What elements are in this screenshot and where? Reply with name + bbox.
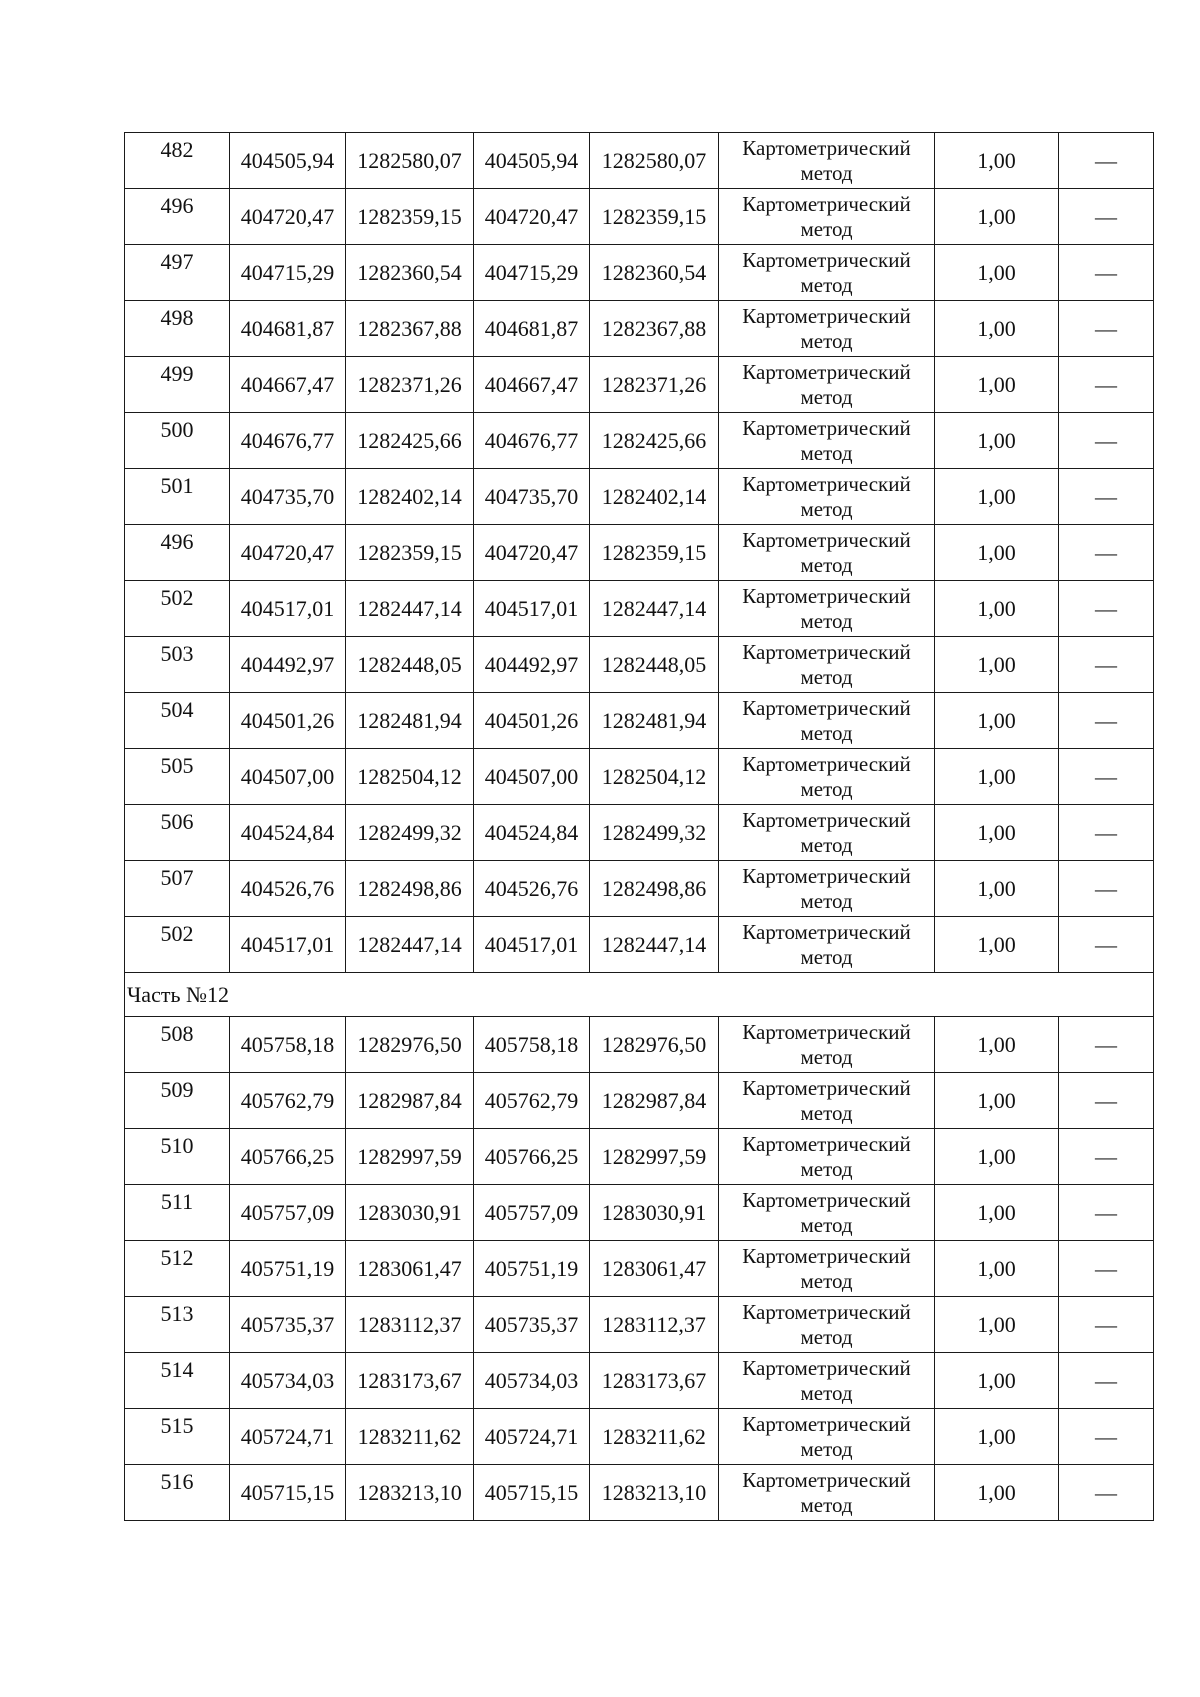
coord-y-new: 1283112,37: [590, 1297, 719, 1353]
point-number: 499: [125, 357, 230, 413]
part-label: Часть №12: [125, 973, 1154, 1017]
accuracy-value: 1,00: [935, 357, 1059, 413]
accuracy-value: 1,00: [935, 749, 1059, 805]
table-row: [125, 1353, 1154, 1409]
method-line-1: Картометрический: [742, 1411, 911, 1436]
table-row: [125, 1185, 1154, 1241]
accuracy-value: 1,00: [935, 413, 1059, 469]
coord-y-existing: 1282997,59: [346, 1129, 474, 1185]
table-row: [125, 525, 1154, 581]
coord-x-new: 404501,26: [474, 693, 590, 749]
coordinates-table: [124, 132, 1154, 1521]
method-line-2: метод: [800, 1268, 853, 1293]
accuracy-value: 1,00: [935, 133, 1059, 189]
accuracy-value: 1,00: [935, 693, 1059, 749]
dash-cell: —: [1059, 357, 1154, 413]
method-cell: [719, 693, 935, 749]
coord-x-new: 404681,87: [474, 301, 590, 357]
coord-x-new: 405715,15: [474, 1465, 590, 1521]
coord-x-existing: 405751,19: [230, 1241, 346, 1297]
coord-x-new: 404735,70: [474, 469, 590, 525]
dash-cell: —: [1059, 469, 1154, 525]
table-row: [125, 1297, 1154, 1353]
method-line-1: Картометрический: [742, 135, 911, 160]
coord-y-existing: 1282976,50: [346, 1017, 474, 1073]
method-line-1: Картометрический: [742, 191, 911, 216]
point-number: 510: [125, 1129, 230, 1185]
coord-y-new: 1282425,66: [590, 413, 719, 469]
method-cell: [719, 133, 935, 189]
coord-y-new: 1282580,07: [590, 133, 719, 189]
method-line-1: Картометрический: [742, 1355, 911, 1380]
table-row: [125, 357, 1154, 413]
table-row: [125, 749, 1154, 805]
coord-y-existing: 1282987,84: [346, 1073, 474, 1129]
coord-y-existing: 1283030,91: [346, 1185, 474, 1241]
coord-y-new: 1283061,47: [590, 1241, 719, 1297]
method-line-1: Картометрический: [742, 1187, 911, 1212]
method-line-1: Картометрический: [742, 751, 911, 776]
dash-cell: —: [1059, 189, 1154, 245]
dash-cell: —: [1059, 581, 1154, 637]
table-row: [125, 1129, 1154, 1185]
point-number: 516: [125, 1465, 230, 1521]
method-line-1: Картометрический: [742, 807, 911, 832]
method-cell: [719, 805, 935, 861]
method-line-1: Картометрический: [742, 695, 911, 720]
dash-cell: —: [1059, 301, 1154, 357]
method-line-1: Картометрический: [742, 583, 911, 608]
table-row: [125, 861, 1154, 917]
table-row: [125, 301, 1154, 357]
coord-x-existing: 404524,84: [230, 805, 346, 861]
method-line-2: метод: [800, 1380, 853, 1405]
accuracy-value: 1,00: [935, 469, 1059, 525]
coord-x-new: 404667,47: [474, 357, 590, 413]
coord-y-new: 1282359,15: [590, 525, 719, 581]
method-cell: [719, 1353, 935, 1409]
coord-x-new: 404676,77: [474, 413, 590, 469]
coord-y-existing: 1282498,86: [346, 861, 474, 917]
dash-cell: —: [1059, 1297, 1154, 1353]
method-cell: [719, 357, 935, 413]
method-line-1: Картометрический: [742, 863, 911, 888]
coord-y-existing: 1282447,14: [346, 581, 474, 637]
method-cell: [719, 1241, 935, 1297]
coord-x-new: 404524,84: [474, 805, 590, 861]
coord-y-new: 1282499,32: [590, 805, 719, 861]
method-line-1: Картометрический: [742, 527, 911, 552]
method-line-1: Картометрический: [742, 471, 911, 496]
method-line-2: метод: [800, 440, 853, 465]
dash-cell: —: [1059, 1353, 1154, 1409]
coord-x-new: 404517,01: [474, 917, 590, 973]
table-row: [125, 637, 1154, 693]
coord-x-new: 404517,01: [474, 581, 590, 637]
point-number: 507: [125, 861, 230, 917]
method-line-2: метод: [800, 888, 853, 913]
method-line-1: Картометрический: [742, 919, 911, 944]
coord-x-new: 405735,37: [474, 1297, 590, 1353]
accuracy-value: 1,00: [935, 861, 1059, 917]
accuracy-value: 1,00: [935, 1409, 1059, 1465]
dash-cell: —: [1059, 749, 1154, 805]
table-row: [125, 133, 1154, 189]
coord-y-existing: 1282425,66: [346, 413, 474, 469]
dash-cell: —: [1059, 693, 1154, 749]
coord-y-existing: 1282447,14: [346, 917, 474, 973]
coord-x-existing: 404505,94: [230, 133, 346, 189]
method-line-2: метод: [800, 832, 853, 857]
method-cell: [719, 1017, 935, 1073]
coord-y-new: 1282498,86: [590, 861, 719, 917]
coord-y-new: 1282360,54: [590, 245, 719, 301]
table-row: [125, 245, 1154, 301]
table-row: [125, 1073, 1154, 1129]
method-cell: [719, 301, 935, 357]
coord-x-existing: 405757,09: [230, 1185, 346, 1241]
coord-x-new: 404492,97: [474, 637, 590, 693]
method-line-1: Картометрический: [742, 1299, 911, 1324]
coord-y-existing: 1282580,07: [346, 133, 474, 189]
method-cell: [719, 1185, 935, 1241]
accuracy-value: 1,00: [935, 301, 1059, 357]
point-number: 482: [125, 133, 230, 189]
coord-x-new: 405762,79: [474, 1073, 590, 1129]
accuracy-value: 1,00: [935, 1297, 1059, 1353]
method-line-2: метод: [800, 1324, 853, 1349]
coord-x-new: 405766,25: [474, 1129, 590, 1185]
coord-x-existing: 405724,71: [230, 1409, 346, 1465]
coord-x-existing: 405758,18: [230, 1017, 346, 1073]
method-cell: [719, 637, 935, 693]
coord-y-new: 1282976,50: [590, 1017, 719, 1073]
table-row: [125, 1409, 1154, 1465]
method-line-1: Картометрический: [742, 1243, 911, 1268]
method-cell: [719, 581, 935, 637]
dash-cell: —: [1059, 917, 1154, 973]
accuracy-value: 1,00: [935, 1241, 1059, 1297]
method-line-2: метод: [800, 384, 853, 409]
table-row: [125, 917, 1154, 973]
point-number: 513: [125, 1297, 230, 1353]
method-cell: [719, 1073, 935, 1129]
dash-cell: —: [1059, 637, 1154, 693]
coord-x-existing: 405715,15: [230, 1465, 346, 1521]
point-number: 514: [125, 1353, 230, 1409]
point-number: 504: [125, 693, 230, 749]
coord-x-new: 404720,47: [474, 525, 590, 581]
accuracy-value: 1,00: [935, 637, 1059, 693]
coord-x-new: 404720,47: [474, 189, 590, 245]
coord-x-new: 405751,19: [474, 1241, 590, 1297]
coord-x-new: 405724,71: [474, 1409, 590, 1465]
table-row: [125, 805, 1154, 861]
dash-cell: —: [1059, 1241, 1154, 1297]
dash-cell: —: [1059, 245, 1154, 301]
method-cell: [719, 469, 935, 525]
coord-x-existing: 404507,00: [230, 749, 346, 805]
coord-x-new: 405758,18: [474, 1017, 590, 1073]
coord-x-new: 404526,76: [474, 861, 590, 917]
coord-y-new: 1282402,14: [590, 469, 719, 525]
method-line-2: метод: [800, 776, 853, 801]
coord-x-new: 404505,94: [474, 133, 590, 189]
dash-cell: —: [1059, 1129, 1154, 1185]
method-line-2: метод: [800, 160, 853, 185]
coord-y-new: 1282504,12: [590, 749, 719, 805]
method-cell: [719, 861, 935, 917]
coord-y-existing: 1282371,26: [346, 357, 474, 413]
coord-y-existing: 1283061,47: [346, 1241, 474, 1297]
coord-y-existing: 1282367,88: [346, 301, 474, 357]
method-cell: [719, 413, 935, 469]
coord-y-new: 1283173,67: [590, 1353, 719, 1409]
coord-y-new: 1282359,15: [590, 189, 719, 245]
coord-x-existing: 404517,01: [230, 917, 346, 973]
coord-x-new: 404715,29: [474, 245, 590, 301]
coord-y-existing: 1282359,15: [346, 525, 474, 581]
coord-y-existing: 1283173,67: [346, 1353, 474, 1409]
coord-y-existing: 1282402,14: [346, 469, 474, 525]
accuracy-value: 1,00: [935, 1465, 1059, 1521]
method-line-1: Картометрический: [742, 247, 911, 272]
dash-cell: —: [1059, 805, 1154, 861]
dash-cell: —: [1059, 1409, 1154, 1465]
coord-y-new: 1282481,94: [590, 693, 719, 749]
part-header-section: [125, 973, 1154, 1017]
point-number: 511: [125, 1185, 230, 1241]
coord-y-new: 1282987,84: [590, 1073, 719, 1129]
method-line-1: Картометрический: [742, 1019, 911, 1044]
coord-x-existing: 404526,76: [230, 861, 346, 917]
accuracy-value: 1,00: [935, 1073, 1059, 1129]
method-line-1: Картометрический: [742, 1467, 911, 1492]
accuracy-value: 1,00: [935, 525, 1059, 581]
point-number: 515: [125, 1409, 230, 1465]
coord-y-new: 1283030,91: [590, 1185, 719, 1241]
table-row: [125, 581, 1154, 637]
point-number: 502: [125, 581, 230, 637]
coord-x-existing: 404676,77: [230, 413, 346, 469]
point-number: 496: [125, 189, 230, 245]
method-cell: [719, 525, 935, 581]
coord-y-new: 1282367,88: [590, 301, 719, 357]
coord-x-existing: 405766,25: [230, 1129, 346, 1185]
coord-y-existing: 1283211,62: [346, 1409, 474, 1465]
accuracy-value: 1,00: [935, 805, 1059, 861]
coord-y-existing: 1282499,32: [346, 805, 474, 861]
method-line-1: Картометрический: [742, 415, 911, 440]
method-line-1: Картометрический: [742, 639, 911, 664]
table-row: [125, 189, 1154, 245]
table-row: [125, 413, 1154, 469]
table-row: [125, 693, 1154, 749]
point-number: 498: [125, 301, 230, 357]
accuracy-value: 1,00: [935, 189, 1059, 245]
method-line-1: Картометрический: [742, 303, 911, 328]
dash-cell: —: [1059, 413, 1154, 469]
coord-x-new: 405734,03: [474, 1353, 590, 1409]
method-line-2: метод: [800, 944, 853, 969]
accuracy-value: 1,00: [935, 581, 1059, 637]
dash-cell: —: [1059, 1073, 1154, 1129]
coord-y-existing: 1282448,05: [346, 637, 474, 693]
coord-y-existing: 1282360,54: [346, 245, 474, 301]
coord-x-existing: 404720,47: [230, 189, 346, 245]
coord-x-existing: 404517,01: [230, 581, 346, 637]
coord-y-new: 1282447,14: [590, 917, 719, 973]
accuracy-value: 1,00: [935, 1185, 1059, 1241]
coord-y-new: 1282447,14: [590, 581, 719, 637]
dash-cell: —: [1059, 1017, 1154, 1073]
point-number: 496: [125, 525, 230, 581]
method-line-1: Картометрический: [742, 359, 911, 384]
dash-cell: —: [1059, 1185, 1154, 1241]
method-cell: [719, 189, 935, 245]
coord-y-new: 1282997,59: [590, 1129, 719, 1185]
coord-x-existing: 404735,70: [230, 469, 346, 525]
accuracy-value: 1,00: [935, 1129, 1059, 1185]
accuracy-value: 1,00: [935, 1353, 1059, 1409]
method-cell: [719, 1297, 935, 1353]
method-cell: [719, 1409, 935, 1465]
dash-cell: —: [1059, 1465, 1154, 1521]
method-line-2: метод: [800, 1044, 853, 1069]
coord-y-new: 1282371,26: [590, 357, 719, 413]
table-body-part-11: [125, 133, 1154, 973]
coord-x-existing: 405734,03: [230, 1353, 346, 1409]
point-number: 505: [125, 749, 230, 805]
point-number: 509: [125, 1073, 230, 1129]
coord-x-existing: 404492,97: [230, 637, 346, 693]
table-row: [125, 1241, 1154, 1297]
coord-x-new: 404507,00: [474, 749, 590, 805]
method-cell: [719, 917, 935, 973]
coord-x-existing: 404681,87: [230, 301, 346, 357]
point-number: 503: [125, 637, 230, 693]
point-number: 506: [125, 805, 230, 861]
coord-x-new: 405757,09: [474, 1185, 590, 1241]
method-line-2: метод: [800, 608, 853, 633]
method-cell: [719, 1465, 935, 1521]
point-number: 500: [125, 413, 230, 469]
part-header-row: [125, 973, 1154, 1017]
method-line-1: Картометрический: [742, 1075, 911, 1100]
dash-cell: —: [1059, 861, 1154, 917]
method-line-2: метод: [800, 1492, 853, 1517]
table-body-part-12: [125, 1017, 1154, 1521]
coord-x-existing: 405735,37: [230, 1297, 346, 1353]
coord-x-existing: 404501,26: [230, 693, 346, 749]
coord-x-existing: 404715,29: [230, 245, 346, 301]
point-number: 508: [125, 1017, 230, 1073]
coord-x-existing: 404667,47: [230, 357, 346, 413]
point-number: 501: [125, 469, 230, 525]
method-line-2: метод: [800, 272, 853, 297]
coord-y-existing: 1283213,10: [346, 1465, 474, 1521]
coord-y-new: 1282448,05: [590, 637, 719, 693]
method-line-2: метод: [800, 1156, 853, 1181]
point-number: 497: [125, 245, 230, 301]
dash-cell: —: [1059, 525, 1154, 581]
accuracy-value: 1,00: [935, 917, 1059, 973]
coord-y-existing: 1283112,37: [346, 1297, 474, 1353]
method-line-1: Картометрический: [742, 1131, 911, 1156]
method-cell: [719, 245, 935, 301]
method-line-2: метод: [800, 1212, 853, 1237]
point-number: 502: [125, 917, 230, 973]
table-row: [125, 469, 1154, 525]
point-number: 512: [125, 1241, 230, 1297]
coord-y-new: 1283213,10: [590, 1465, 719, 1521]
method-line-2: метод: [800, 552, 853, 577]
method-line-2: метод: [800, 720, 853, 745]
table-row: [125, 1465, 1154, 1521]
dash-cell: —: [1059, 133, 1154, 189]
method-cell: [719, 1129, 935, 1185]
method-line-2: метод: [800, 1100, 853, 1125]
method-cell: [719, 749, 935, 805]
method-line-2: метод: [800, 216, 853, 241]
accuracy-value: 1,00: [935, 245, 1059, 301]
table-row: [125, 1017, 1154, 1073]
accuracy-value: 1,00: [935, 1017, 1059, 1073]
coord-x-existing: 405762,79: [230, 1073, 346, 1129]
method-line-2: метод: [800, 664, 853, 689]
coord-y-new: 1283211,62: [590, 1409, 719, 1465]
method-line-2: метод: [800, 496, 853, 521]
coord-y-existing: 1282359,15: [346, 189, 474, 245]
method-line-2: метод: [800, 328, 853, 353]
coord-x-existing: 404720,47: [230, 525, 346, 581]
coord-y-existing: 1282481,94: [346, 693, 474, 749]
method-line-2: метод: [800, 1436, 853, 1461]
coord-y-existing: 1282504,12: [346, 749, 474, 805]
